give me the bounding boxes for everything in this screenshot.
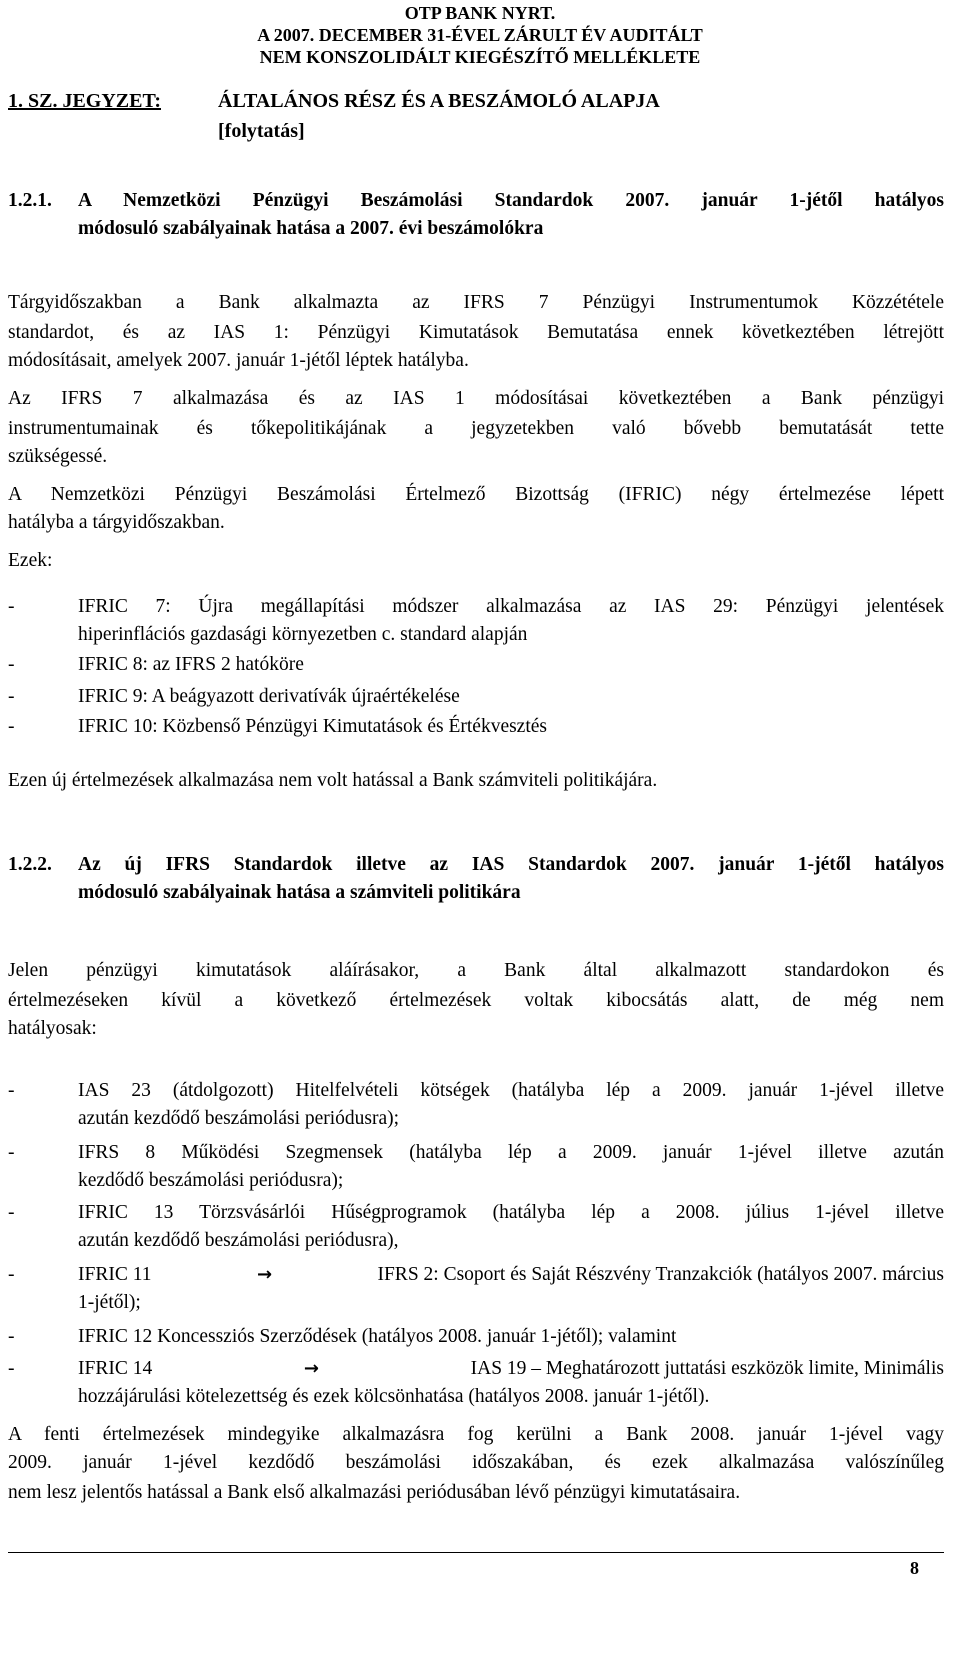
list-item [78, 1260, 944, 1290]
paragraph-line: hatályosak: [8, 1018, 97, 1039]
paragraph-line: szükségessé. [8, 446, 108, 467]
list-item: 1-jétől); [78, 1292, 141, 1313]
bullet-dash: - [8, 654, 15, 675]
section-title-line: A Nemzetközi Pénzügyi Beszámolási Standardok 2007. január 1-jétől hatályos [78, 190, 944, 211]
arrow-right-icon: → [303, 1358, 319, 1379]
list-item-text: IAS 19 – Meghatározott juttatási eszközök limite, Minimális [470, 1358, 944, 1379]
paragraph-line: értelmezéseken kívül a következő értelmezések voltak kibocsátás alatt, de még nem [8, 990, 944, 1011]
paragraph-line: módosításait, amelyek 2007. január 1-jétől léptek hatályba. [8, 350, 469, 371]
paragraph-line: standardot, és az IAS 1: Pénzügyi Kimutatások Bemutatása ennek következtében létrejött [8, 322, 944, 343]
paragraph-line: nem lesz jelentős hatással a Bank első alkalmazási periódusában lévő pénzügyi kimutatásaira. [8, 1482, 741, 1503]
bullet-dash: - [8, 716, 15, 737]
bullet-dash: - [8, 1358, 15, 1379]
bullet-dash: - [8, 1264, 15, 1285]
note-title: ÁLTALÁNOS RÉSZ ÉS A BESZÁMOLÓ ALAPJA [218, 90, 660, 112]
list-item: IFRIC 8: az IFRS 2 hatóköre [78, 654, 304, 675]
section-title-line: módosuló szabályainak hatása a 2007. évi beszámolókra [78, 218, 544, 239]
list-item: IFRIC 9: A beágyazott derivatívák újraértékelése [78, 686, 460, 707]
list-item-code: IFRIC 11 [78, 1264, 152, 1285]
arrow-right-icon: → [256, 1264, 273, 1285]
section-title-line: Az új IFRS Standardok illetve az IAS Standardok 2007. január 1-jétől hatályos [78, 854, 944, 875]
paragraph-line: A Nemzetközi Pénzügyi Beszámolási Értelmező Bizottság (IFRIC) négy értelmezése lépett [8, 484, 944, 505]
paragraph-line: hatályba a tárgyidőszakban. [8, 512, 225, 533]
list-item: azután kezdődő beszámolási periódusra), [78, 1230, 399, 1251]
list-item: hozzájárulási kötelezettség és ezek kölcsönhatása (hatályos 2008. január 1-jétől). [78, 1386, 710, 1407]
bullet-dash: - [8, 596, 15, 617]
list-item: azután kezdődő beszámolási periódusra); [78, 1108, 400, 1129]
bullet-dash: - [8, 1202, 15, 1223]
note-label: 1. SZ. JEGYZET: [8, 90, 161, 112]
paragraph-line: Az IFRS 7 alkalmazása és az IAS 1 módosításai következtében a Bank pénzügyi [8, 388, 944, 409]
paragraph-line: 2009. január 1-jével kezdődő beszámolási időszakában, és ezek alkalmazása valószínűleg [8, 1452, 944, 1473]
section-number: 1.2.1. [8, 190, 52, 211]
list-item: hiperinflációs gazdasági környezetben c. standard alapján [78, 624, 528, 645]
paragraph-line: Ezen új értelmezések alkalmazása nem volt hatással a Bank számviteli politikájára. [8, 770, 658, 791]
bullet-dash: - [8, 1080, 15, 1101]
list-item: kezdődő beszámolási periódusra); [78, 1170, 344, 1191]
note-continued: [folytatás] [218, 120, 305, 142]
paragraph-line: Tárgyidőszakban a Bank alkalmazta az IFRS 7 Pénzügyi Instrumentumok Közzététele [8, 292, 944, 313]
header-report-title: A 2007. DECEMBER 31-ÉVEL ZÁRULT ÉV AUDITÁLT [257, 25, 703, 45]
page-number: 8 [910, 1558, 919, 1578]
paragraph-line: Jelen pénzügyi kimutatások aláírásakor, a Bank által alkalmazott standardokon és [8, 960, 944, 981]
paragraph-line: instrumentumainak és tőkepolitikájának a jegyzetekben való bővebb bemutatását tette [8, 418, 944, 439]
list-item [78, 1354, 944, 1384]
bullet-dash: - [8, 1326, 15, 1347]
header-report-subtitle: NEM KONSZOLIDÁLT KIEGÉSZÍTŐ MELLÉKLETE [259, 47, 701, 67]
list-item: IAS 23 (átdolgozott) Hitelfelvételi kötségek (hatályba lép a 2009. január 1-jével illetve [78, 1080, 944, 1101]
bullet-dash: - [8, 686, 15, 707]
paragraph-line: Ezek: [8, 550, 53, 571]
list-item: IFRIC 10: Közbenső Pénzügyi Kimutatások és Értékvesztés [78, 716, 547, 737]
list-item-code: IFRIC 14 [78, 1358, 153, 1379]
footer-rule [8, 1552, 944, 1553]
bullet-dash: - [8, 1142, 15, 1163]
paragraph-line: A fenti értelmezések mindegyike alkalmazásra fog kerülni a Bank 2008. január 1-jével vagy [8, 1424, 944, 1445]
header-company: OTP BANK NYRT. [404, 3, 556, 23]
list-item: IFRIC 13 Törzsvásárlói Hűségprogramok (hatályba lép a 2008. július 1-jével illetve [78, 1202, 944, 1223]
section-number: 1.2.2. [8, 854, 52, 875]
list-item: IFRIC 12 Koncessziós Szerződések (hatályos 2008. január 1-jétől); valamint [78, 1326, 677, 1347]
list-item: IFRIC 7: Újra megállapítási módszer alkalmazása az IAS 29: Pénzügyi jelentések [78, 596, 944, 617]
list-item: IFRS 8 Működési Szegmensek (hatályba lép a 2009. január 1-jével illetve azután [78, 1142, 944, 1163]
section-title-line: módosuló szabályainak hatása a számviteli politikára [78, 882, 521, 903]
list-item-text: IFRS 2: Csoport és Saját Részvény Tranzakciók (hatályos 2007. március [377, 1264, 944, 1285]
